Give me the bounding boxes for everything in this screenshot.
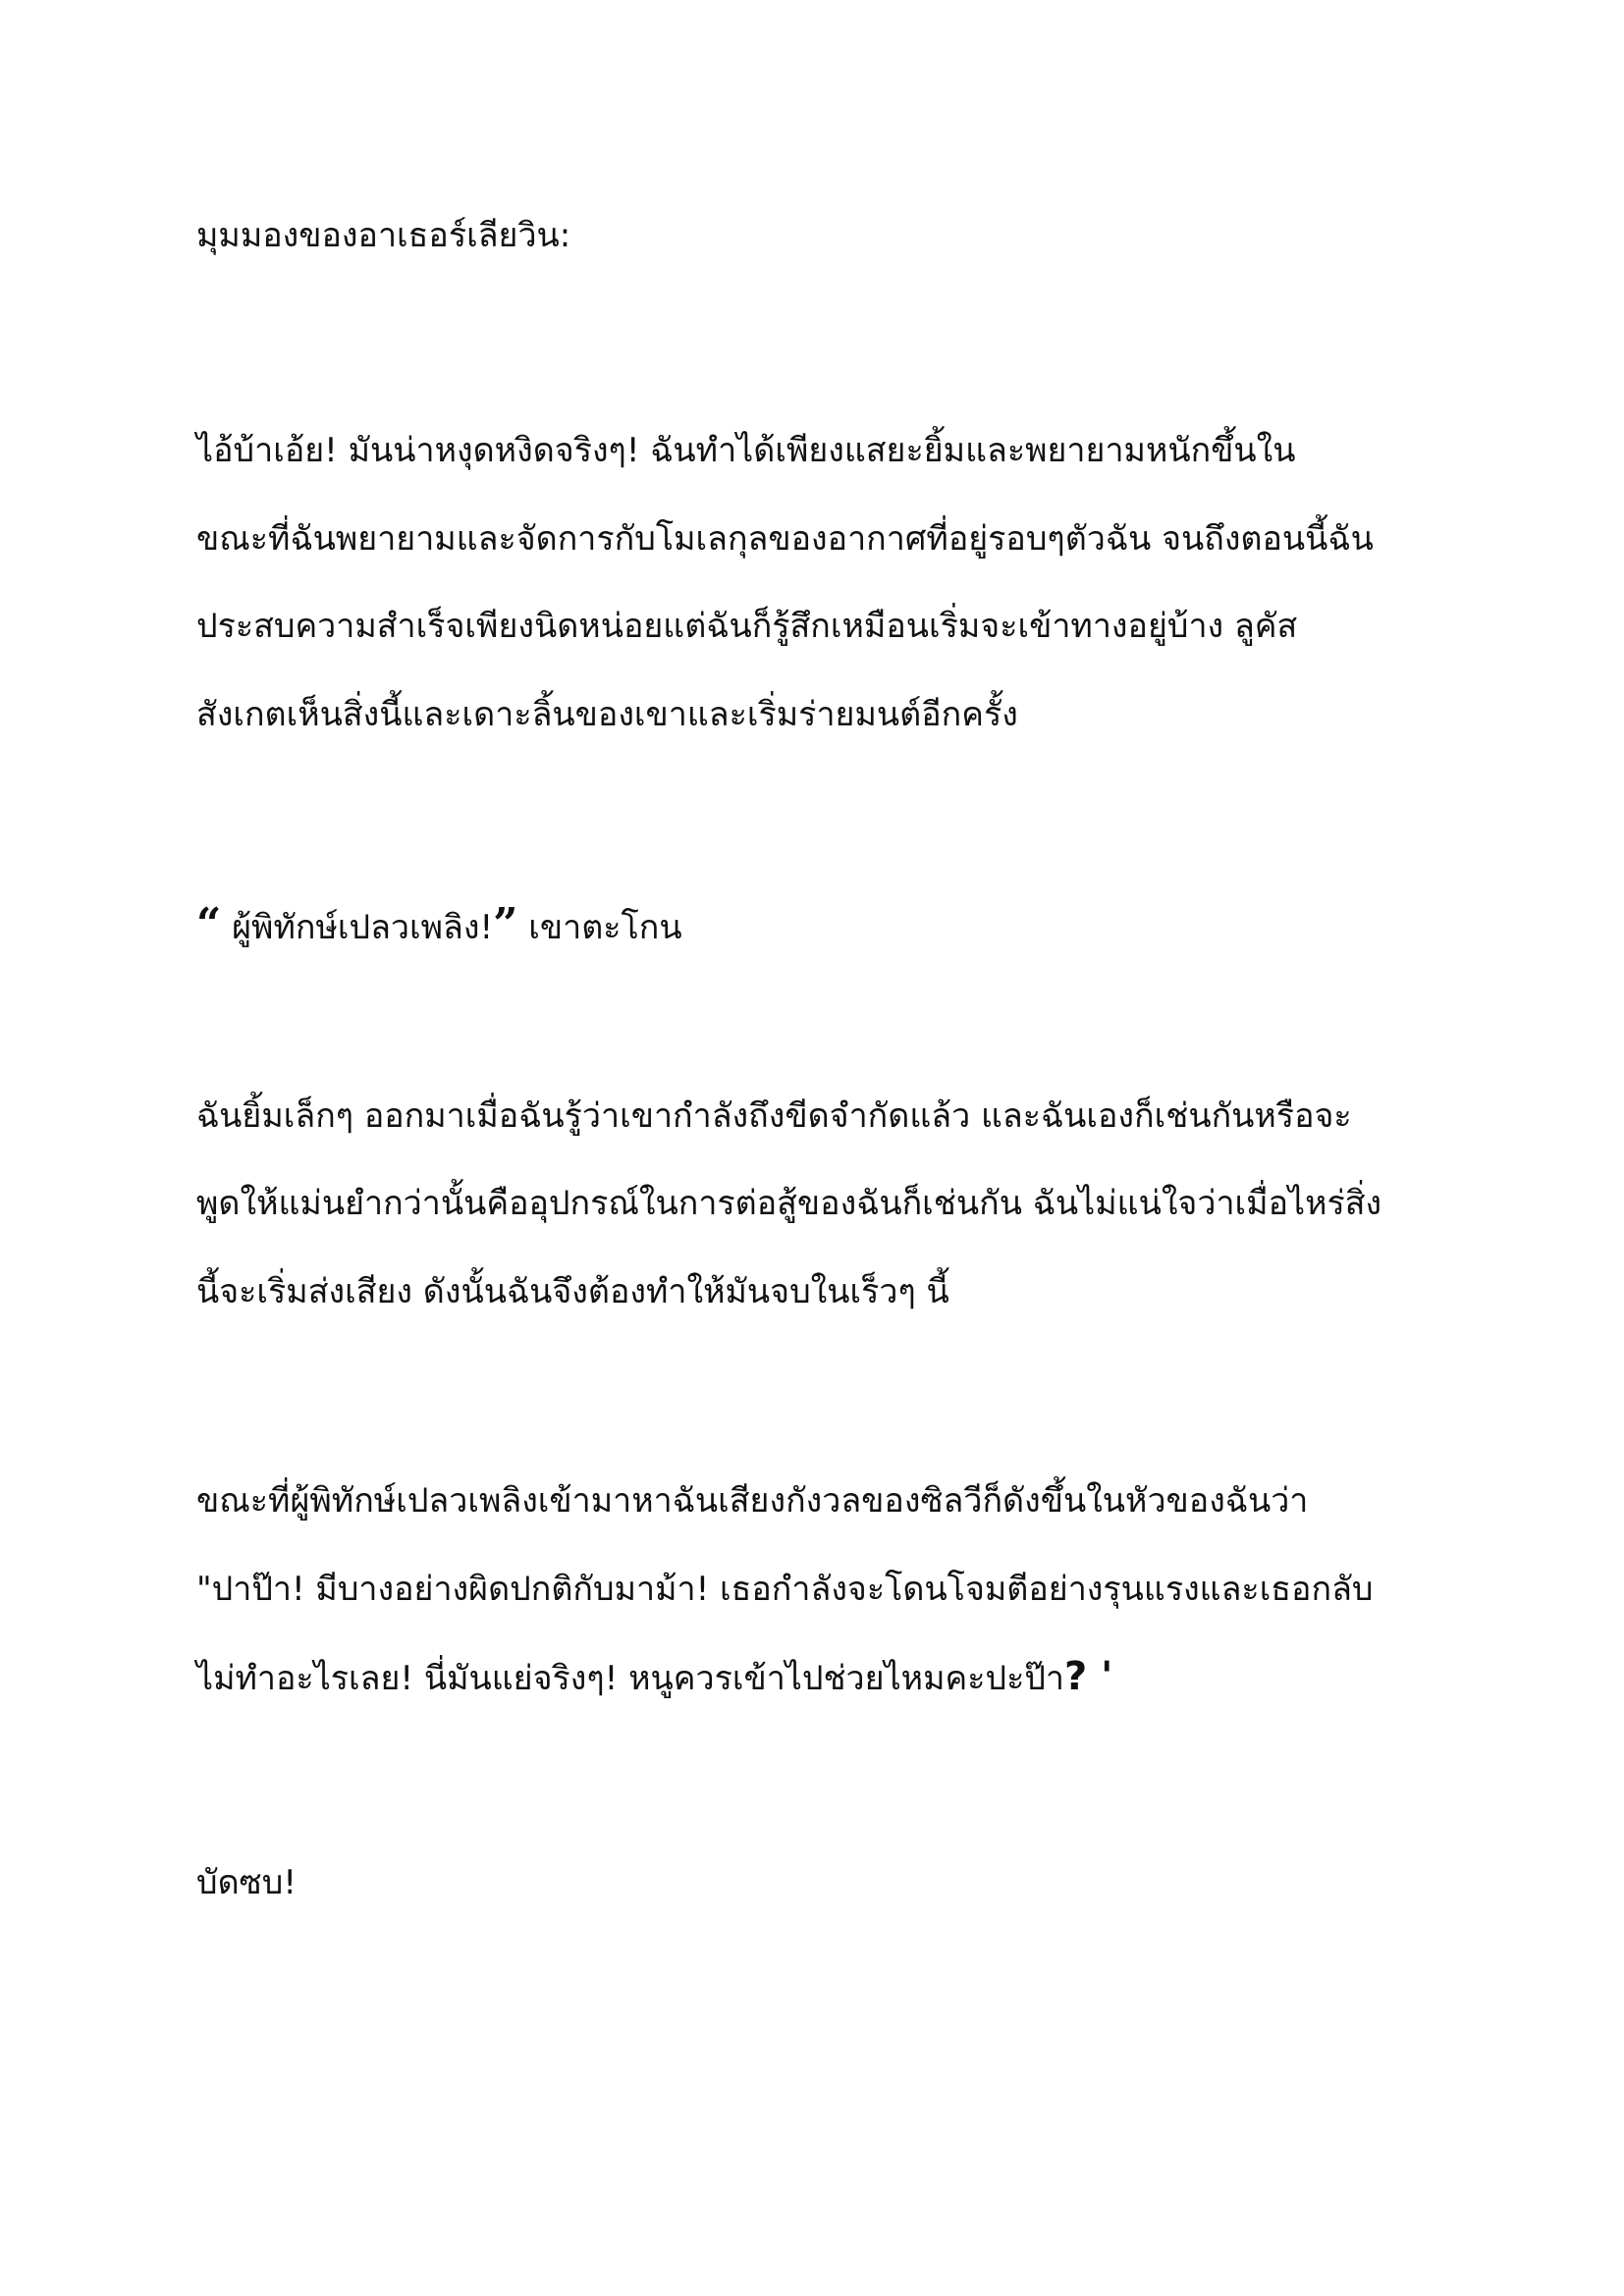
quote-tail: เขาตะโกน <box>528 908 682 947</box>
paragraph-1-line-2: ขณะที่ฉันพยายามและจัดการกับโมเลกุลของอากาศที่อยู่รอบๆตัวฉัน จนถึงตอนนี้ฉัน <box>196 519 1374 559</box>
paragraph-3-line-3 <box>196 1655 1112 1700</box>
open-quote-mark: “ <box>196 899 222 949</box>
quote-line <box>196 899 682 949</box>
paragraph-1-line-4: สังเกตเห็นสิ่งนี้และเดาะลิ้นของเขาและเริ่มร่ายมนต์อีกครั้ง <box>196 695 1018 734</box>
paragraph-2-line-3: นี้จะเริ่มส่งเสียง ดังนั้นฉันจึงต้องทำให้มันจบในเร็วๆ นี้ <box>196 1272 949 1311</box>
chapter-heading: มุมมองของอาเธอร์เลียวิน: <box>196 216 571 255</box>
paragraph-1-line-1: ไอ้บ้าเอ้ย! มันน่าหงุดหงิดจริงๆ! ฉันทำได้เพียงแสยะยิ้มและพยายามหนักขึ้นใน <box>196 431 1296 470</box>
paragraph-2-line-2: พูดให้แม่นยำกว่านั้นคืออุปกรณ์ในการต่อสู้ของฉันก็เช่นกัน ฉันไม่แน่ใจว่าเมื่อไหร่สิ่ง <box>196 1184 1382 1223</box>
paragraph-2-line-1: ฉันยิ้มเล็กๆ ออกมาเมื่อฉันรู้ว่าเขากำลังถึงขีดจำกัดแล้ว และฉันเองก็เช่นกันหรือจะ <box>196 1096 1352 1136</box>
close-quote-mark: ” <box>493 899 518 949</box>
paragraph-3-end-mark: ? ' <box>1064 1654 1113 1699</box>
paragraph-1-line-3: ประสบความสำเร็จเพียงนิดหน่อยแต่ฉันก็รู้สึกเหมือนเริ่มจะเข้าทางอยู่บ้าง ลูคัส <box>196 607 1298 646</box>
paragraph-3-line-3-text: ไม่ทำอะไรเลย! นี่มันแย่จริงๆ! หนูควรเข้าไปช่วยไหมคะปะป๊า <box>196 1659 1065 1698</box>
paragraph-3-line-2: "ปาป๊า! มีบางอย่างผิดปกติกับมาม้า! เธอกำลังจะโดนโจมตีอย่างรุนแรงและเธอกลับ <box>196 1570 1374 1609</box>
sound-effect-line: บัดซบ! <box>196 1863 297 1902</box>
paragraph-3-line-1: ขณะที่ผู้พิทักษ์เปลวเพลิงเข้ามาหาฉันเสียงกังวลของซิลวีก็ดังขึ้นในหัวของฉันว่า <box>196 1481 1309 1521</box>
quote-text: ผู้พิทักษ์เปลวเพลิง! <box>232 908 494 947</box>
